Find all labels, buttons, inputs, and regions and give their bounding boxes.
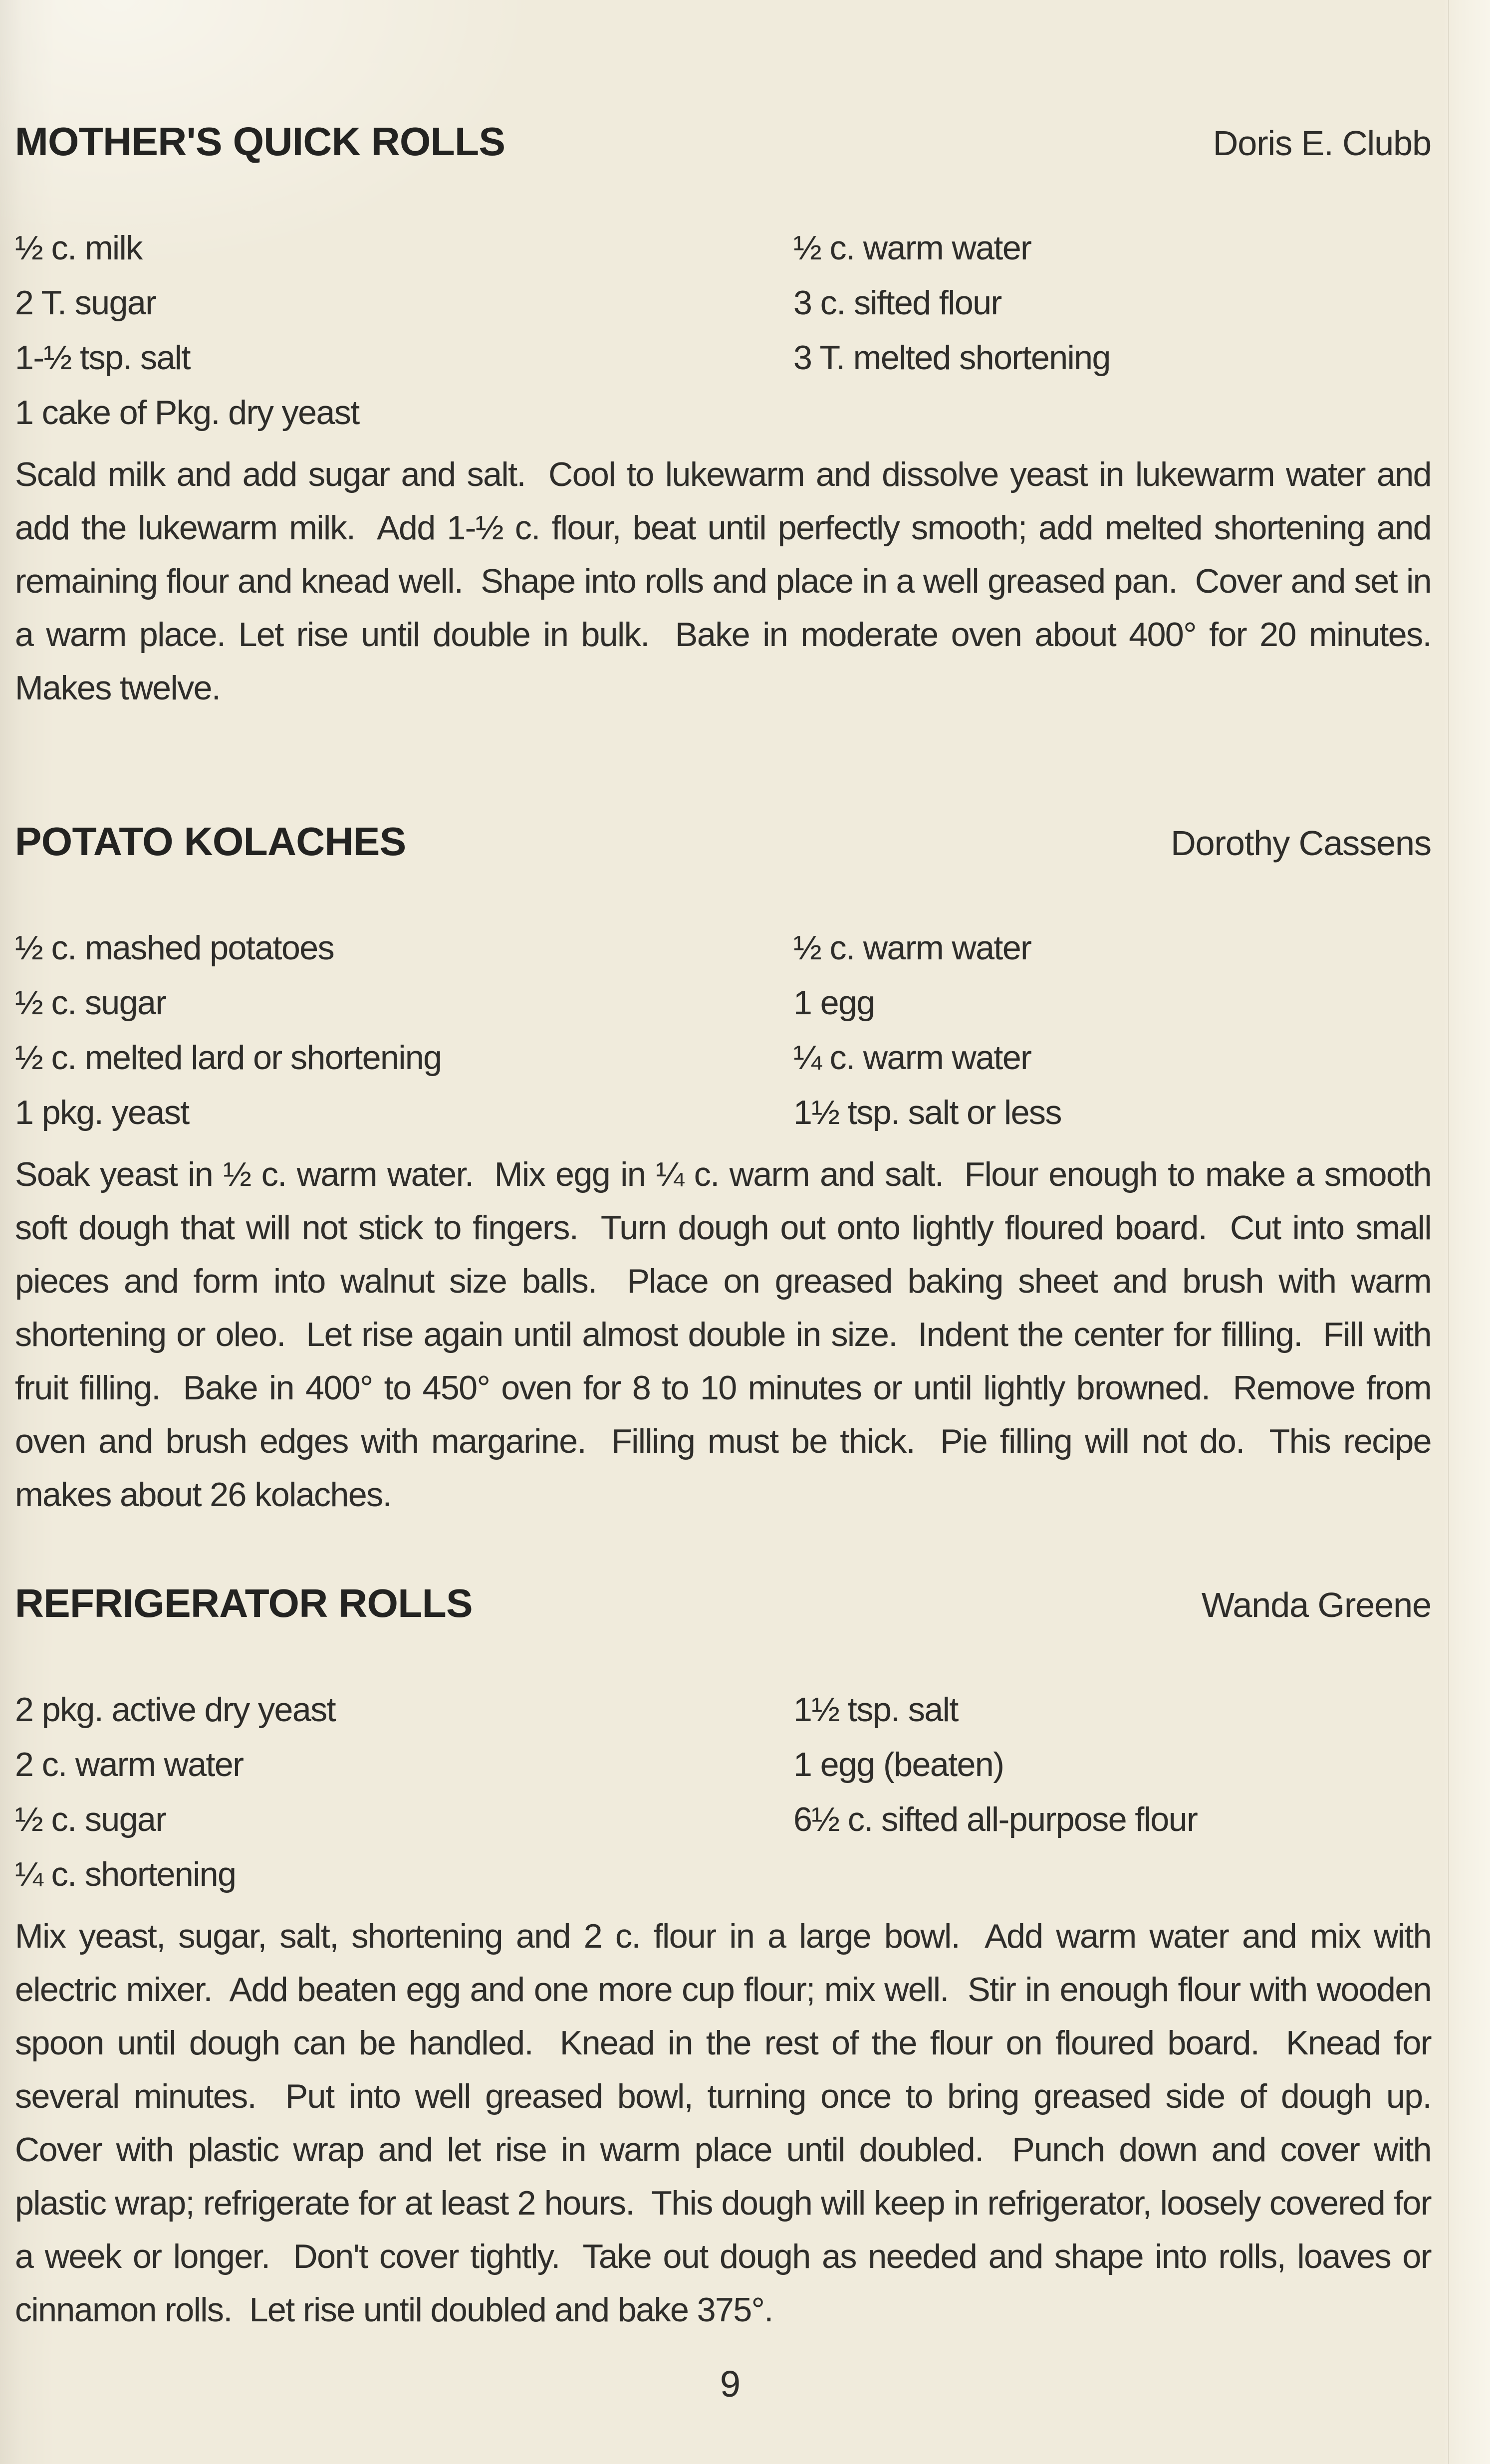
recipe-author: Dorothy Cassens <box>1171 824 1431 863</box>
recipe-title: POTATO KOLACHES <box>15 819 406 864</box>
ingredient-column-right <box>793 221 1431 440</box>
ingredient-columns <box>15 221 1431 440</box>
ingredient-item: ½ c. mashed potatoes <box>15 929 334 967</box>
ingredient-item: ½ c. sugar <box>15 984 166 1022</box>
recipe-author: Wanda Greene <box>1201 1585 1431 1624</box>
recipe-header <box>15 1580 1431 1626</box>
ingredient-item: ½ c. milk <box>15 229 142 267</box>
ingredient-item: 1½ tsp. salt or less <box>793 1094 1061 1131</box>
ingredient-item: ½ c. warm water <box>793 929 1031 967</box>
ingredient-item: 3 T. melted shortening <box>793 339 1110 377</box>
page-number: 9 <box>720 2363 741 2405</box>
recipe-potato-kolaches <box>15 819 1440 1522</box>
ingredient-item: ¼ c. warm water <box>793 1039 1031 1077</box>
ingredient-column-right <box>793 920 1431 1140</box>
ingredient-item: 2 T. sugar <box>15 284 156 322</box>
ingredient-item: 3 c. sifted flour <box>793 284 1001 322</box>
recipe-instructions: Scald milk and add sugar and salt. Cool to lukewarm and dissolve yeast in lukewarm water and add the lukewarm milk. Add 1-½ c. flour, beat until perfectly smooth; add melted shortening and remaining flour and knead well. Shape into rolls and place in a well greased pan. Cover and set in a warm place. Let rise until double in bulk. Bake in moderate oven about 400° for 20 minutes. Makes twelve. <box>15 455 1449 707</box>
ingredient-item: 6½ c. sifted all-purpose flour <box>793 1800 1198 1838</box>
ingredient-column-right <box>793 1682 1431 1902</box>
ingredient-item: 1 cake of Pkg. dry yeast <box>15 394 359 432</box>
ingredient-column-left <box>15 920 793 1140</box>
recipe-header <box>15 119 1431 165</box>
ingredient-item: 1 pkg. yeast <box>15 1094 189 1131</box>
recipe-title: REFRIGERATOR ROLLS <box>15 1581 473 1625</box>
ingredient-column-left <box>15 1682 793 1902</box>
recipe-mothers-quick-rolls <box>15 119 1449 715</box>
recipe-header <box>15 819 1431 865</box>
ingredient-item: ½ c. warm water <box>793 229 1031 267</box>
ingredient-columns <box>15 920 1431 1140</box>
ingredient-item: 1½ tsp. salt <box>793 1691 958 1729</box>
recipe-title: MOTHER'S QUICK ROLLS <box>15 119 505 164</box>
recipe-instructions: Mix yeast, sugar, salt, shortening and 2 c. flour in a large bowl. Add warm water and mix with electric mixer. Add beaten egg and one more cup flour; mix well. Stir in enough flour with wooden spoon until dough can be handled. Knead in the rest of the flour on floured board. Knead for several minutes. Put into well greased bowl, turning once to bring greased side of dough up. Cover with plastic wrap and let rise in warm place until doubled. Punch down and cover with plastic wrap; refrigerate for at least 2 hours. This dough will keep in refrigerator, loosely covered for a week or longer. Don't cover tightly. Take out dough as needed and shape into rolls, loaves or cinnamon rolls. Let rise until doubled and bake 375°. <box>15 1917 1449 2329</box>
ingredient-item: 2 pkg. active dry yeast <box>15 1691 336 1729</box>
ingredient-item: ½ c. sugar <box>15 1800 166 1838</box>
ingredient-item: 1 egg (beaten) <box>793 1746 1004 1784</box>
ingredient-item: 1 egg <box>793 984 875 1022</box>
ingredient-columns <box>15 1682 1431 1902</box>
ingredient-item: 2 c. warm water <box>15 1746 244 1784</box>
recipe-author: Doris E. Clubb <box>1213 124 1431 163</box>
ingredient-item: 1-½ tsp. salt <box>15 339 190 377</box>
ingredient-item: ½ c. melted lard or shortening <box>15 1039 442 1077</box>
recipe-refrigerator-rolls <box>15 1580 1449 2337</box>
ingredient-item: ¼ c. shortening <box>15 1855 236 1893</box>
recipe-instructions: Soak yeast in ½ c. warm water. Mix egg in ¼ c. warm and salt. Flour enough to make a smooth soft dough that will not stick to fingers. Turn dough out onto lightly floured board. Cut into small pieces and form into walnut size balls. Place on greased baking sheet and brush with warm shortening or oleo. Let rise again until almost double in size. Indent the center for filling. Fill with fruit filling. Bake in 400° to 450° oven for 8 to 10 minutes or until lightly browned. Remove from oven and brush edges with margarine. Filling must be thick. Pie filling will not do. This recipe makes about 26 kolaches. <box>15 1155 1440 1514</box>
ingredient-column-left <box>15 221 793 440</box>
